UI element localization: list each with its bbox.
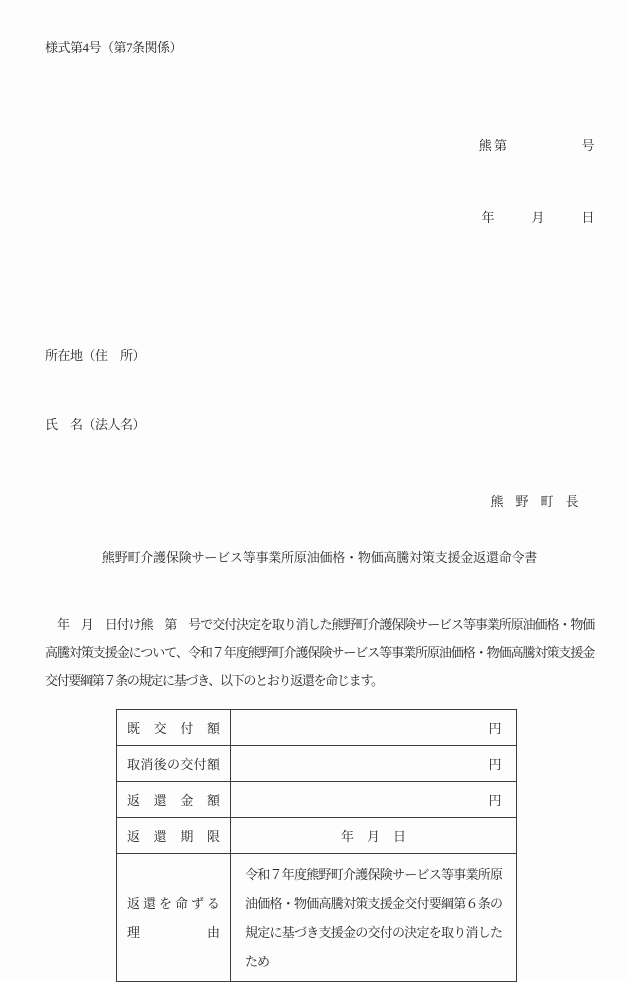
date-line: 年 月 日 [481, 210, 594, 225]
form-number: 様式第4号（第7条関係） [45, 40, 183, 55]
table-row-post-cancellation-amount [117, 746, 517, 782]
return-amount-label-cell [117, 782, 231, 818]
table-row-return-reason [117, 854, 517, 982]
reference-block [45, 86, 594, 278]
addressee-block [45, 298, 594, 482]
document-title: 熊野町介護保険サービス等事業所原油価格・物価高騰対策支援金返還命令書 [101, 550, 538, 565]
return-reason-label-line1: 返 還 を 命 ず る [127, 895, 220, 911]
body-paragraph: 年 月 日付け熊 第 号で交付決定を取り消した熊野町介護保険サービス等事業所原油価格・物価高騰対策支援金について、令和７年度熊野町介護保険サービス等事業所原油価格・物価高騰対策支援金交付要綱第７条の規定に基づき、以下のとおり返還を命じます。 [45, 617, 594, 688]
post-cancellation-label-cell [117, 746, 231, 782]
paid-amount-label-cell [117, 710, 231, 746]
return-details-table [116, 709, 517, 982]
return-reason-label-cell [117, 854, 231, 982]
return-reason-label-line2: 理 由 [127, 924, 220, 940]
document-number-line: 熊 第 号 [478, 138, 594, 153]
table-row-return-amount [117, 782, 517, 818]
return-deadline-label-cell [117, 818, 231, 854]
table-row-paid-amount [117, 710, 517, 746]
return-reason-text: 令和７年度熊野町介護保険サービス等事業所原油価格・物価高騰対策支援金交付要綱第６条の規定に基づき支援金の交付の決定を取り消したため [245, 866, 502, 969]
return-reason-label [127, 889, 220, 947]
return-deadline-label: 返 還 期 限 [127, 829, 220, 844]
paid-amount-label: 既 交 付 額 [127, 721, 220, 736]
return-amount-value-cell: 円 [231, 782, 517, 818]
return-reason-value-cell [231, 854, 517, 982]
addressee-name-line: 氏 名（法人名） [45, 417, 146, 432]
return-deadline-value-cell: 年 月 日 [231, 818, 517, 854]
table-row-return-deadline [117, 818, 517, 854]
paid-amount-value-cell: 円 [231, 710, 517, 746]
post-cancellation-label: 取 消 後 の 交 付 額 [127, 757, 220, 772]
addressee-address-line: 所在地（住 所） [45, 348, 146, 363]
post-cancellation-value-cell: 円 [231, 746, 517, 782]
sender-title: 熊 野 町 長 [490, 494, 578, 509]
return-amount-label: 返 還 金 額 [127, 793, 220, 808]
